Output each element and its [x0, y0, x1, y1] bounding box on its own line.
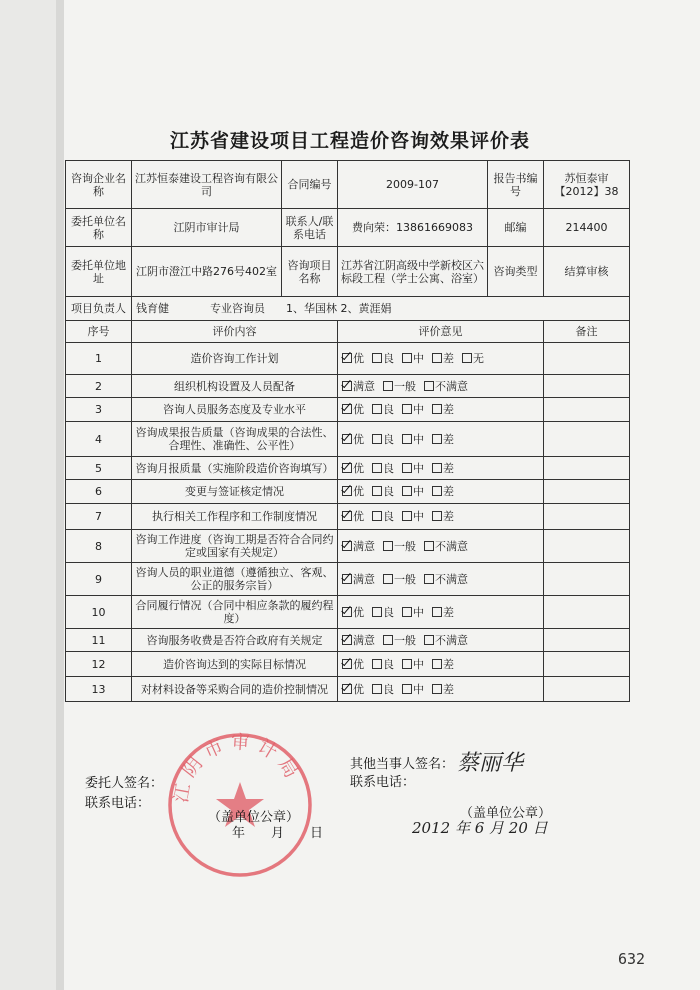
other-date: 2012 年 6 月 20 日: [412, 819, 548, 837]
checkbox[interactable]: [432, 511, 442, 521]
checked-checkbox[interactable]: [342, 511, 352, 521]
option-label: 中: [413, 461, 424, 475]
client-addr-label: 委托单位地址: [66, 247, 132, 297]
checkbox[interactable]: [402, 353, 412, 363]
checkbox[interactable]: [402, 607, 412, 617]
opinion-option[interactable]: [402, 433, 424, 446]
consultants-label: 专业咨询员: [210, 302, 265, 315]
row-content: 组织机构设置及人员配备: [132, 375, 338, 398]
option-label: 中: [413, 510, 424, 523]
option-label: 中: [413, 485, 424, 498]
option-label: 中: [413, 432, 424, 446]
option-label: 良: [383, 485, 394, 498]
checkbox[interactable]: [432, 463, 442, 473]
official-seal: [165, 730, 315, 880]
checked-checkbox[interactable]: [342, 684, 352, 694]
row-remark: [544, 652, 630, 677]
contact-label: 联系人/联系电话: [282, 209, 338, 247]
opinion-option[interactable]: [372, 485, 394, 498]
opinion-option[interactable]: [342, 658, 364, 671]
option-label: 一般: [394, 633, 416, 647]
opinion-option[interactable]: [372, 510, 394, 523]
opinion-option[interactable]: [342, 683, 364, 696]
page-title: 江苏省建设项目工程造价咨询效果评价表: [169, 130, 530, 152]
option-label: 差: [443, 432, 454, 446]
row-number: 11: [66, 629, 132, 652]
option-label: 中: [413, 657, 424, 671]
col-remark: 备注: [544, 321, 630, 343]
row-opinion: [338, 375, 544, 398]
option-label: 中: [413, 403, 424, 416]
row-opinion: [338, 652, 544, 677]
col-opinion: 评价意见: [338, 321, 544, 343]
checked-checkbox[interactable]: [342, 574, 352, 584]
row-opinion: [338, 504, 544, 530]
option-label: 优: [353, 605, 364, 619]
option-label: 中: [413, 682, 424, 696]
table-row: [66, 375, 630, 398]
option-label: 良: [383, 510, 394, 523]
option-label: 差: [443, 352, 454, 365]
option-label: 一般: [394, 572, 416, 586]
table-row: [66, 596, 630, 629]
option-label: 良: [383, 461, 394, 475]
opinion-option[interactable]: [372, 683, 394, 696]
row-opinion: [338, 677, 544, 702]
checked-checkbox[interactable]: [342, 434, 352, 444]
project-value: 江苏省江阴高级中学新校区六标段工程（学士公寓、浴室）: [338, 247, 488, 297]
checkbox[interactable]: [432, 353, 442, 363]
option-label: 一般: [394, 379, 416, 393]
checked-checkbox[interactable]: [342, 541, 352, 551]
checkbox[interactable]: [372, 511, 382, 521]
option-label: 满意: [353, 633, 375, 647]
checked-checkbox[interactable]: [342, 607, 352, 617]
table-row: [66, 457, 630, 480]
checkbox[interactable]: [372, 434, 382, 444]
row-remark: [544, 343, 630, 375]
checkbox[interactable]: [402, 434, 412, 444]
table-row: [66, 677, 630, 702]
row-content: 咨询月报质量（实施阶段造价咨询填写）: [132, 457, 338, 480]
postcode-label: 邮编: [488, 209, 544, 247]
option-label: 良: [383, 403, 394, 416]
opinion-option[interactable]: [432, 462, 454, 475]
checkbox[interactable]: [402, 511, 412, 521]
opinion-option[interactable]: [432, 352, 454, 365]
row-number: 10: [66, 596, 132, 629]
checkbox[interactable]: [372, 659, 382, 669]
option-label: 不满意: [435, 539, 468, 553]
opinion-option[interactable]: [342, 606, 364, 619]
option-label: 优: [353, 352, 364, 365]
report-no-label: 报告书编号: [488, 161, 544, 209]
opinion-option[interactable]: [383, 380, 416, 393]
opinion-option[interactable]: [342, 462, 364, 475]
row-number: 12: [66, 652, 132, 677]
option-label: 优: [353, 657, 364, 671]
checkbox[interactable]: [372, 607, 382, 617]
consult-company-value: 江苏恒泰建设工程咨询有限公司: [132, 161, 282, 209]
seal-text: 江阴市审计局: [169, 731, 306, 805]
row-number: 13: [66, 677, 132, 702]
option-label: 优: [353, 682, 364, 696]
row-content: 咨询服务收费是否符合政府有关规定: [132, 629, 338, 652]
opinion-option[interactable]: [402, 485, 424, 498]
opinion-option[interactable]: [342, 510, 364, 523]
row-content: 变更与签证核定情况: [132, 480, 338, 504]
row-opinion: [338, 422, 544, 457]
option-label: 差: [443, 403, 454, 416]
opinion-option[interactable]: [432, 403, 454, 416]
row-opinion: [338, 563, 544, 596]
row-remark: [544, 504, 630, 530]
opinion-option[interactable]: [432, 683, 454, 696]
row-content: 执行相关工作程序和工作制度情况: [132, 504, 338, 530]
checkbox[interactable]: [432, 659, 442, 669]
opinion-option[interactable]: [342, 634, 375, 647]
postcode-value: 214400: [544, 209, 630, 247]
project-label: 咨询项目名称: [282, 247, 338, 297]
contact-value: 费向荣：13861669083: [338, 209, 488, 247]
row-remark: [544, 422, 630, 457]
opinion-option[interactable]: [432, 433, 454, 446]
row-content: 造价咨询达到的实际目标情况: [132, 652, 338, 677]
other-signature: 蔡丽华: [457, 751, 524, 776]
row-number: 5: [66, 457, 132, 480]
checkbox[interactable]: [432, 684, 442, 694]
row-content: 咨询人员的职业道德（遵循独立、客观、公正的服务宗旨）: [132, 563, 338, 596]
table-row: [66, 480, 630, 504]
checkbox[interactable]: [432, 607, 442, 617]
page-number: 632: [618, 950, 646, 968]
checkbox[interactable]: [432, 434, 442, 444]
client-label: 委托单位名称: [66, 209, 132, 247]
contract-no-label: 合同编号: [282, 161, 338, 209]
pm-value: 钱育健: [136, 302, 169, 315]
row-opinion: [338, 530, 544, 563]
opinion-option[interactable]: [383, 540, 416, 553]
opinion-option[interactable]: [372, 462, 394, 475]
opinion-option[interactable]: [432, 606, 454, 619]
client-date: 年 月 日: [232, 826, 324, 841]
checkbox[interactable]: [402, 486, 412, 496]
table-row: [66, 343, 630, 375]
opinion-option[interactable]: [372, 658, 394, 671]
opinion-option[interactable]: [402, 658, 424, 671]
other-phone-label: 联系电话：: [350, 775, 416, 790]
type-value: 结算审核: [544, 247, 630, 297]
other-stamp-note: （盖单位公章）: [460, 806, 552, 821]
row-content: 咨询成果报告质量（咨询成果的合法性、合理性、准确性、公平性）: [132, 422, 338, 457]
opinion-option[interactable]: [402, 352, 424, 365]
opinion-option[interactable]: [402, 683, 424, 696]
checkbox[interactable]: [372, 486, 382, 496]
pm-row: [132, 297, 630, 321]
option-label: 良: [383, 352, 394, 365]
checkbox[interactable]: [383, 635, 393, 645]
checkbox[interactable]: [402, 684, 412, 694]
row-remark: [544, 375, 630, 398]
row-content: 合同履行情况（合同中相应条款的履约程度）: [132, 596, 338, 629]
type-label: 咨询类型: [488, 247, 544, 297]
checkbox[interactable]: [372, 353, 382, 363]
opinion-option[interactable]: [383, 634, 416, 647]
opinion-option[interactable]: [432, 510, 454, 523]
checked-checkbox[interactable]: [342, 463, 352, 473]
option-label: 不满意: [435, 379, 468, 393]
row-content: 咨询工作进度（咨询工期是否符合合同约定或国家有关规定）: [132, 530, 338, 563]
checkbox[interactable]: [402, 404, 412, 414]
row-opinion: [338, 398, 544, 422]
table-row: [66, 504, 630, 530]
other-sign-label: 其他当事人签名：: [350, 757, 455, 772]
opinion-option[interactable]: [342, 433, 364, 446]
option-label: 良: [383, 657, 394, 671]
consult-company-label: 咨询企业名称: [66, 161, 132, 209]
opinion-option[interactable]: [462, 352, 484, 365]
row-remark: [544, 457, 630, 480]
option-label: 中: [413, 605, 424, 619]
table-row: [66, 563, 630, 596]
row-content: 咨询人员服务态度及专业水平: [132, 398, 338, 422]
row-number: 3: [66, 398, 132, 422]
row-number: 1: [66, 343, 132, 375]
opinion-option[interactable]: [372, 606, 394, 619]
checkbox[interactable]: [432, 486, 442, 496]
option-label: 不满意: [435, 633, 468, 647]
row-remark: [544, 480, 630, 504]
option-label: 差: [443, 605, 454, 619]
evaluation-table: [65, 160, 630, 702]
row-number: 4: [66, 422, 132, 457]
row-opinion: [338, 343, 544, 375]
opinion-option[interactable]: [432, 485, 454, 498]
opinion-option[interactable]: [424, 573, 468, 586]
option-label: 良: [383, 432, 394, 446]
evaluation-rows: [66, 343, 630, 702]
opinion-option[interactable]: [342, 573, 375, 586]
checkbox[interactable]: [402, 463, 412, 473]
option-label: 差: [443, 461, 454, 475]
checkbox[interactable]: [383, 541, 393, 551]
option-label: 满意: [353, 572, 375, 586]
opinion-option[interactable]: [402, 403, 424, 416]
opinion-option[interactable]: [383, 573, 416, 586]
checked-checkbox[interactable]: [342, 659, 352, 669]
option-label: 不满意: [435, 572, 468, 586]
opinion-option[interactable]: [402, 462, 424, 475]
checkbox[interactable]: [372, 404, 382, 414]
checked-checkbox[interactable]: [342, 353, 352, 363]
option-label: 满意: [353, 379, 375, 393]
row-remark: [544, 677, 630, 702]
row-remark: [544, 563, 630, 596]
checkbox[interactable]: [462, 353, 472, 363]
table-row: [66, 652, 630, 677]
checkbox[interactable]: [424, 635, 434, 645]
client-value: 江阴市审计局: [132, 209, 282, 247]
contract-no-value: 2009-107: [338, 161, 488, 209]
checked-checkbox[interactable]: [342, 486, 352, 496]
opinion-option[interactable]: [342, 540, 375, 553]
col-content: 评价内容: [132, 321, 338, 343]
option-label: 一般: [394, 539, 416, 553]
row-remark: [544, 629, 630, 652]
row-number: 7: [66, 504, 132, 530]
option-label: 差: [443, 657, 454, 671]
row-opinion: [338, 480, 544, 504]
report-no-value: 苏恒泰审【2012】38: [544, 161, 630, 209]
option-label: 差: [443, 510, 454, 523]
client-addr-value: 江阴市澄江中路276号402室: [132, 247, 282, 297]
row-number: 6: [66, 480, 132, 504]
table-row: [66, 629, 630, 652]
row-opinion: [338, 457, 544, 480]
opinion-option[interactable]: [424, 380, 468, 393]
option-label: 优: [353, 461, 364, 475]
opinion-option[interactable]: [432, 658, 454, 671]
checked-checkbox[interactable]: [342, 635, 352, 645]
opinion-option[interactable]: [342, 403, 364, 416]
row-number: 2: [66, 375, 132, 398]
table-row: [66, 422, 630, 457]
opinion-option[interactable]: [372, 403, 394, 416]
checkbox[interactable]: [383, 574, 393, 584]
checkbox[interactable]: [402, 659, 412, 669]
checked-checkbox[interactable]: [342, 381, 352, 391]
row-remark: [544, 530, 630, 563]
option-label: 优: [353, 432, 364, 446]
row-opinion: [338, 596, 544, 629]
option-label: 无: [473, 352, 484, 365]
client-sign-label: 委托人签名：: [85, 776, 164, 791]
opinion-option[interactable]: [372, 433, 394, 446]
option-label: 差: [443, 485, 454, 498]
checkbox[interactable]: [372, 684, 382, 694]
row-opinion: [338, 629, 544, 652]
opinion-option[interactable]: [424, 540, 468, 553]
checkbox[interactable]: [432, 404, 442, 414]
checked-checkbox[interactable]: [342, 404, 352, 414]
option-label: 差: [443, 682, 454, 696]
row-remark: [544, 398, 630, 422]
row-content: 对材料设备等采购合同的造价控制情况: [132, 677, 338, 702]
opinion-option[interactable]: [342, 352, 364, 365]
opinion-option[interactable]: [342, 380, 375, 393]
opinion-option[interactable]: [402, 606, 424, 619]
option-label: 良: [383, 682, 394, 696]
option-label: 满意: [353, 539, 375, 553]
client-stamp-note: （盖单位公章）: [208, 810, 300, 825]
checkbox[interactable]: [424, 541, 434, 551]
option-label: 良: [383, 605, 394, 619]
table-row: [66, 530, 630, 563]
row-content: 造价咨询工作计划: [132, 343, 338, 375]
client-phone-label: 联系电话：: [85, 796, 151, 811]
option-label: 优: [353, 403, 364, 416]
checkbox[interactable]: [383, 381, 393, 391]
col-no: 序号: [66, 321, 132, 343]
table-row: [66, 398, 630, 422]
row-remark: [544, 596, 630, 629]
pm-label: 项目负责人: [66, 297, 132, 321]
opinion-option[interactable]: [342, 485, 364, 498]
checkbox[interactable]: [424, 381, 434, 391]
opinion-option[interactable]: [402, 510, 424, 523]
consultants-value: 1、华国林 2、黄涯娟: [286, 302, 392, 315]
checkbox[interactable]: [424, 574, 434, 584]
row-number: 9: [66, 563, 132, 596]
checkbox[interactable]: [372, 463, 382, 473]
option-label: 中: [413, 352, 424, 365]
row-number: 8: [66, 530, 132, 563]
opinion-option[interactable]: [372, 352, 394, 365]
option-label: 优: [353, 510, 364, 523]
option-label: 优: [353, 485, 364, 498]
opinion-option[interactable]: [424, 634, 468, 647]
